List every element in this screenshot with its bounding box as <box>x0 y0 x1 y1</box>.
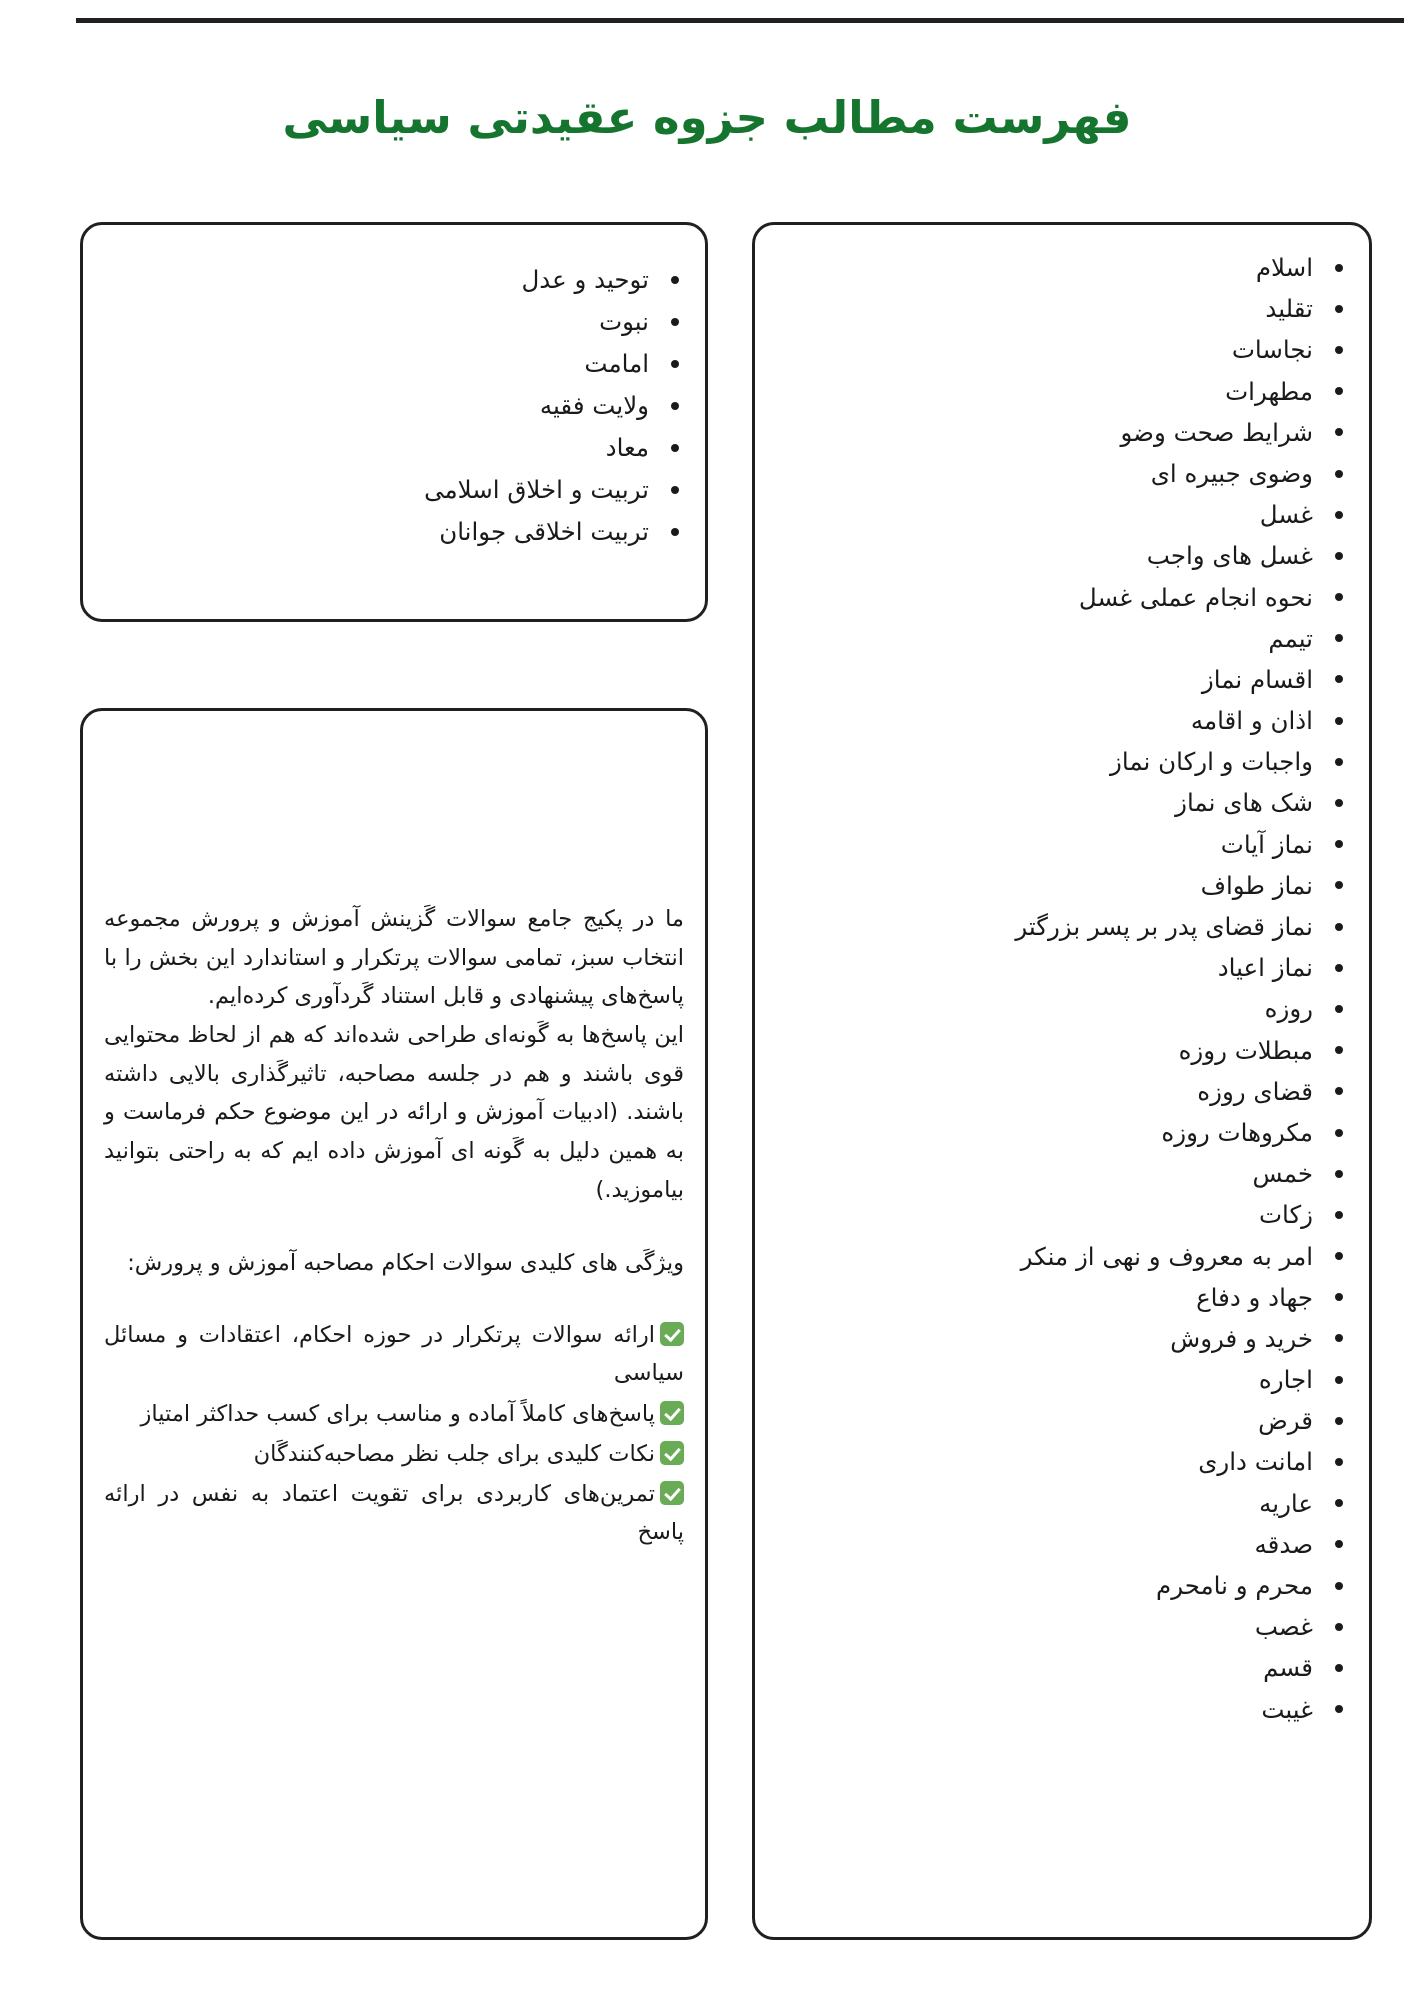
features-check-list <box>104 1316 684 1552</box>
header-divider <box>76 18 1404 23</box>
ahkam-topic-label: اقسام نماز <box>1201 664 1313 694</box>
ahkam-topic-label: اجاره <box>1258 1365 1313 1395</box>
aqaed-topic-label: امامت <box>584 349 649 378</box>
bullet-dot-icon <box>671 528 679 536</box>
aqaed-topics-list <box>83 225 705 553</box>
bullet-dot-icon <box>1335 593 1343 601</box>
feature-label: پاسخ‌های کاملاً آماده و مناسب برای کسب حداکثر امتیاز <box>140 1400 655 1427</box>
list-item <box>773 947 1313 988</box>
bullet-dot-icon <box>1335 1252 1343 1260</box>
bullet-dot-icon <box>1335 511 1343 519</box>
ahkam-topic-label: واجبات و ارکان نماز <box>1110 747 1313 777</box>
bullet-dot-icon <box>1335 1334 1343 1342</box>
bullet-dot-icon <box>1335 470 1343 478</box>
list-item <box>773 1524 1313 1565</box>
bullet-dot-icon <box>1335 1705 1343 1713</box>
ahkam-topic-label: امانت داری <box>1198 1447 1313 1477</box>
ahkam-topic-label: قضای روزه <box>1197 1076 1313 1106</box>
ahkam-topic-label: زکات <box>1258 1200 1313 1230</box>
page-title: فهرست مطالب جزوه عقیدتی سیاسی <box>282 91 1132 144</box>
bullet-dot-icon <box>1335 675 1343 683</box>
ahkam-topics-box <box>752 222 1372 1940</box>
list-item <box>773 1277 1313 1318</box>
list-item <box>773 288 1313 329</box>
ahkam-topic-label: نماز اعیاد <box>1217 953 1313 983</box>
bullet-dot-icon <box>1335 1417 1343 1425</box>
ahkam-topic-label: جهاد و دفاع <box>1196 1282 1313 1312</box>
bullet-dot-icon <box>671 402 679 410</box>
list-item <box>773 1071 1313 1112</box>
bullet-dot-icon <box>1335 1046 1343 1054</box>
list-item <box>773 782 1313 823</box>
ahkam-topic-label: نماز آیات <box>1220 829 1313 859</box>
bullet-dot-icon <box>1335 964 1343 972</box>
list-item <box>773 1030 1313 1071</box>
bullet-dot-icon <box>1335 758 1343 766</box>
bullet-dot-icon <box>671 444 679 452</box>
check-icon <box>660 1322 684 1346</box>
ahkam-topic-label: روزه <box>1264 994 1313 1024</box>
aqaed-topic-label: ولایت فقیه <box>539 391 649 420</box>
bullet-dot-icon <box>1335 305 1343 313</box>
ahkam-topic-label: نحوه انجام عملی غسل <box>1078 582 1313 612</box>
ahkam-topic-label: شک های نماز <box>1175 788 1313 818</box>
list-item <box>773 1112 1313 1153</box>
bullet-dot-icon <box>1335 923 1343 931</box>
list-item <box>773 371 1313 412</box>
list-item <box>773 865 1313 906</box>
aqaed-topic-label: تربیت و اخلاق اسلامی <box>424 475 649 504</box>
list-item <box>773 1359 1313 1400</box>
list-item <box>773 618 1313 659</box>
intro-paragraph-2: این پاسخ‌ها به گَونه‌ای طراحی شده‌اند که هم از لحاظ محتوایی قوی باشند و هم در جلسه مصاحبه، تاثیرگَذاری بالایی داشته باشند. (ادبیات آموزش و ارائه در این موضوع حکم فرماست و به همین دلیل به گَونه ای آموزش داده ایم که به راحتی بتوانید بیاموزید.) <box>104 1022 684 1203</box>
bullet-dot-icon <box>1335 1582 1343 1590</box>
list-item <box>773 1236 1313 1277</box>
list-item <box>773 1318 1313 1359</box>
ahkam-topic-label: وضوی جبیره ای <box>1150 458 1313 488</box>
list-item <box>101 259 649 301</box>
bullet-dot-icon <box>1335 1005 1343 1013</box>
list-item <box>773 1565 1313 1606</box>
ahkam-topic-label: مبطلات روزه <box>1178 1035 1313 1065</box>
list-item <box>773 453 1313 494</box>
bullet-dot-icon <box>1335 1087 1343 1095</box>
bullet-dot-icon <box>1335 1129 1343 1137</box>
ahkam-topics-list <box>755 225 1369 1730</box>
ahkam-topic-label: تیمم <box>1268 623 1313 653</box>
list-item <box>773 906 1313 947</box>
bullet-dot-icon <box>1335 840 1343 848</box>
bullet-dot-icon <box>671 276 679 284</box>
ahkam-topic-label: غسل های واجب <box>1146 541 1313 571</box>
bullet-dot-icon <box>671 486 679 494</box>
bullet-dot-icon <box>1335 799 1343 807</box>
bullet-dot-icon <box>1335 264 1343 272</box>
list-item <box>773 577 1313 618</box>
features-heading: ویژگَی های کلیدی سوالات احکام مصاحبه آموزش و پرورش: <box>127 1249 684 1276</box>
ahkam-topic-label: خمس <box>1252 1159 1313 1189</box>
aqaed-topic-label: تربیت اخلاقی جوانان <box>439 517 649 546</box>
bullet-dot-icon <box>1335 1170 1343 1178</box>
bullet-dot-icon <box>1335 1293 1343 1301</box>
bullet-dot-icon <box>671 318 679 326</box>
ahkam-topic-label: نجاسات <box>1231 335 1313 365</box>
list-item <box>773 1400 1313 1441</box>
list-item <box>773 412 1313 453</box>
bullet-dot-icon <box>1335 346 1343 354</box>
aqaed-topics-box <box>80 222 708 622</box>
list-item <box>773 988 1313 1029</box>
bullet-dot-icon <box>1335 1664 1343 1672</box>
list-item <box>773 741 1313 782</box>
list-item <box>773 1689 1313 1730</box>
bullet-dot-icon <box>1335 634 1343 642</box>
bullet-dot-icon <box>1335 881 1343 889</box>
list-item <box>101 427 649 469</box>
list-item <box>773 1483 1313 1524</box>
ahkam-topic-label: خرید و فروش <box>1170 1323 1313 1353</box>
ahkam-topic-label: اذان و اقامه <box>1190 706 1313 736</box>
bullet-dot-icon <box>1335 1211 1343 1219</box>
check-icon <box>660 1481 684 1505</box>
check-icon <box>660 1401 684 1425</box>
list-item <box>773 247 1313 288</box>
ahkam-topic-label: غیبت <box>1261 1694 1313 1724</box>
ahkam-topic-label: مکروهات روزه <box>1161 1117 1313 1147</box>
feature-label: نکات کلیدی برای جلب نظر مصاحبه‌کنندگَان <box>253 1440 655 1467</box>
list-item <box>101 343 649 385</box>
feature-item <box>104 1475 684 1552</box>
bullet-dot-icon <box>1335 1499 1343 1507</box>
ahkam-topic-label: عاریه <box>1259 1488 1313 1518</box>
bullet-dot-icon <box>1335 428 1343 436</box>
list-item <box>773 700 1313 741</box>
aqaed-topic-label: معاد <box>605 433 649 462</box>
ahkam-topic-label: محرم و نامحرم <box>1156 1571 1313 1600</box>
description-content <box>80 708 708 1940</box>
bullet-dot-icon <box>1335 1376 1343 1384</box>
feature-label: تمرین‌های کاربردی برای تقویت اعتماد به نفس در ارائه پاسخ <box>104 1481 684 1546</box>
ahkam-topic-label: نماز طواف <box>1200 870 1313 900</box>
list-item <box>773 1153 1313 1194</box>
list-item <box>773 659 1313 700</box>
feature-item <box>104 1316 684 1393</box>
feature-item <box>104 1435 684 1473</box>
list-item <box>101 511 649 553</box>
feature-item <box>104 1395 684 1433</box>
list-item <box>773 535 1313 576</box>
bullet-dot-icon <box>671 360 679 368</box>
bullet-dot-icon <box>1335 387 1343 395</box>
ahkam-topic-label: قسم <box>1263 1653 1313 1683</box>
ahkam-topic-label: مطهرات <box>1225 376 1313 406</box>
bullet-dot-icon <box>1335 1540 1343 1548</box>
bullet-dot-icon <box>1335 1623 1343 1631</box>
list-item <box>773 329 1313 370</box>
list-item <box>101 301 649 343</box>
list-item <box>773 824 1313 865</box>
ahkam-topic-label: امر به معروف و نهی از منکر <box>1020 1241 1313 1271</box>
bullet-dot-icon <box>1335 717 1343 725</box>
intro-paragraph-1: ما در پکیج جامع سوالات گَزینش آموزش و پرورش مجموعه انتخاب سبز، تمامی سوالات پرتکرار و استاندارد این بخش را با پاسخ‌های پیشنهادی و قابل استناد گَردآوری کرده‌ایم. <box>104 906 684 1010</box>
list-item <box>773 1647 1313 1688</box>
check-icon <box>660 1441 684 1465</box>
bullet-dot-icon <box>1335 1458 1343 1466</box>
feature-label: ارائه سوالات پرتکرار در حوزه احکام، اعتقادات و مسائل سیاسی <box>104 1322 684 1387</box>
ahkam-topic-label: شرایط صحت وضو <box>1120 417 1313 447</box>
bullet-dot-icon <box>1335 552 1343 560</box>
ahkam-topic-label: قرض <box>1258 1406 1313 1436</box>
ahkam-topic-label: اسلام <box>1255 253 1313 282</box>
aqaed-topic-label: توحید و عدل <box>521 265 649 294</box>
list-item <box>773 1606 1313 1647</box>
list-item <box>101 385 649 427</box>
ahkam-topic-label: غصب <box>1254 1612 1313 1642</box>
aqaed-topic-label: نبوت <box>599 307 649 336</box>
ahkam-topic-label: تقلید <box>1265 294 1313 324</box>
ahkam-topic-label: صدقه <box>1254 1529 1313 1559</box>
list-item <box>773 494 1313 535</box>
ahkam-topic-label: غسل <box>1259 500 1313 530</box>
list-item <box>773 1194 1313 1235</box>
list-item <box>773 1441 1313 1482</box>
list-item <box>101 469 649 511</box>
ahkam-topic-label: نماز قضای پدر بر پسر بزرگتر <box>1015 912 1313 941</box>
